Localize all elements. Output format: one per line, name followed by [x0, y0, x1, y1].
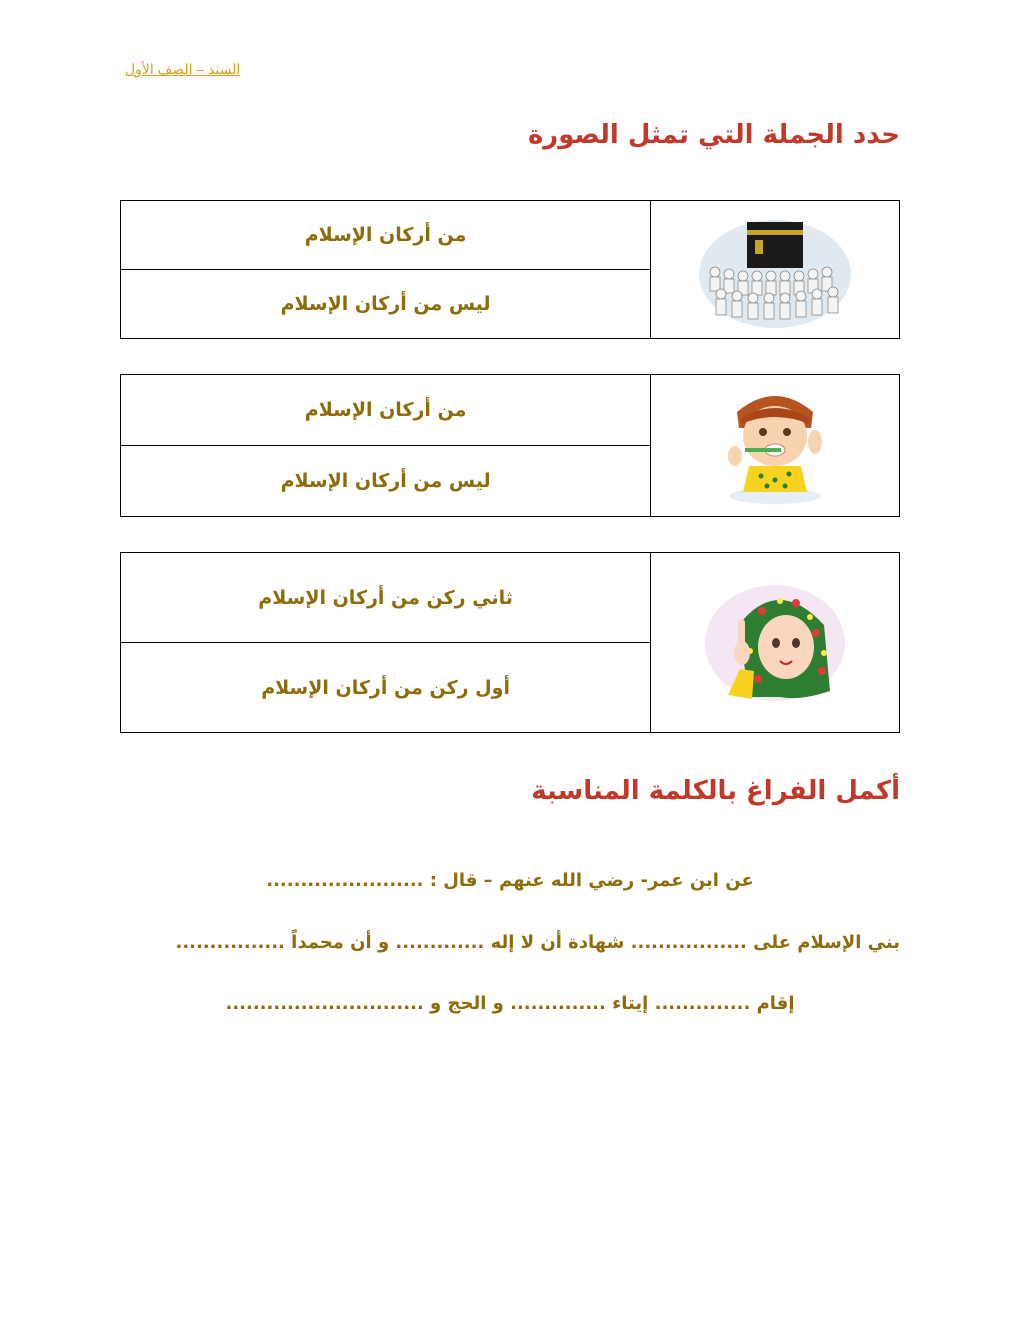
image-cell [651, 201, 900, 339]
option-cell[interactable]: من أركان الإسلام [121, 375, 651, 446]
section-title-identify: حدد الجملة التي تمثل الصورة [527, 120, 900, 150]
section-title-fill-blank: أكمل الفراغ بالكلمة المناسبة [531, 776, 900, 806]
option-cell[interactable]: أول ركن من أركان الإسلام [121, 643, 651, 733]
option-cell[interactable]: من أركان الإسلام [121, 201, 651, 270]
fill-line-1[interactable]: عن ابن عمر- رضي الله عنهم – قال : ....................... [266, 870, 754, 891]
question-table-2 [120, 374, 900, 517]
question-table-1 [120, 200, 900, 339]
kaaba-pilgrims-icon [695, 210, 855, 330]
option-cell[interactable]: ليس من أركان الإسلام [121, 446, 651, 517]
boy-brushing-teeth-icon [715, 384, 835, 508]
fill-line-3[interactable]: إقام .............. إيتاء .............. و الحج و ............................. [225, 993, 795, 1014]
image-cell [651, 553, 900, 733]
fill-line-2[interactable]: بني الإسلام على ................. شهادة أن لا إله ............. و أن محمداً ................ [175, 932, 900, 953]
image-cell [651, 375, 900, 517]
question-table-3 [120, 552, 900, 733]
option-cell[interactable]: ثاني ركن من أركان الإسلام [121, 553, 651, 643]
option-cell[interactable]: ليس من أركان الإسلام [121, 270, 651, 339]
girl-raising-finger-icon [700, 581, 850, 705]
header-link[interactable]: السند – الصف الأول [125, 61, 241, 77]
